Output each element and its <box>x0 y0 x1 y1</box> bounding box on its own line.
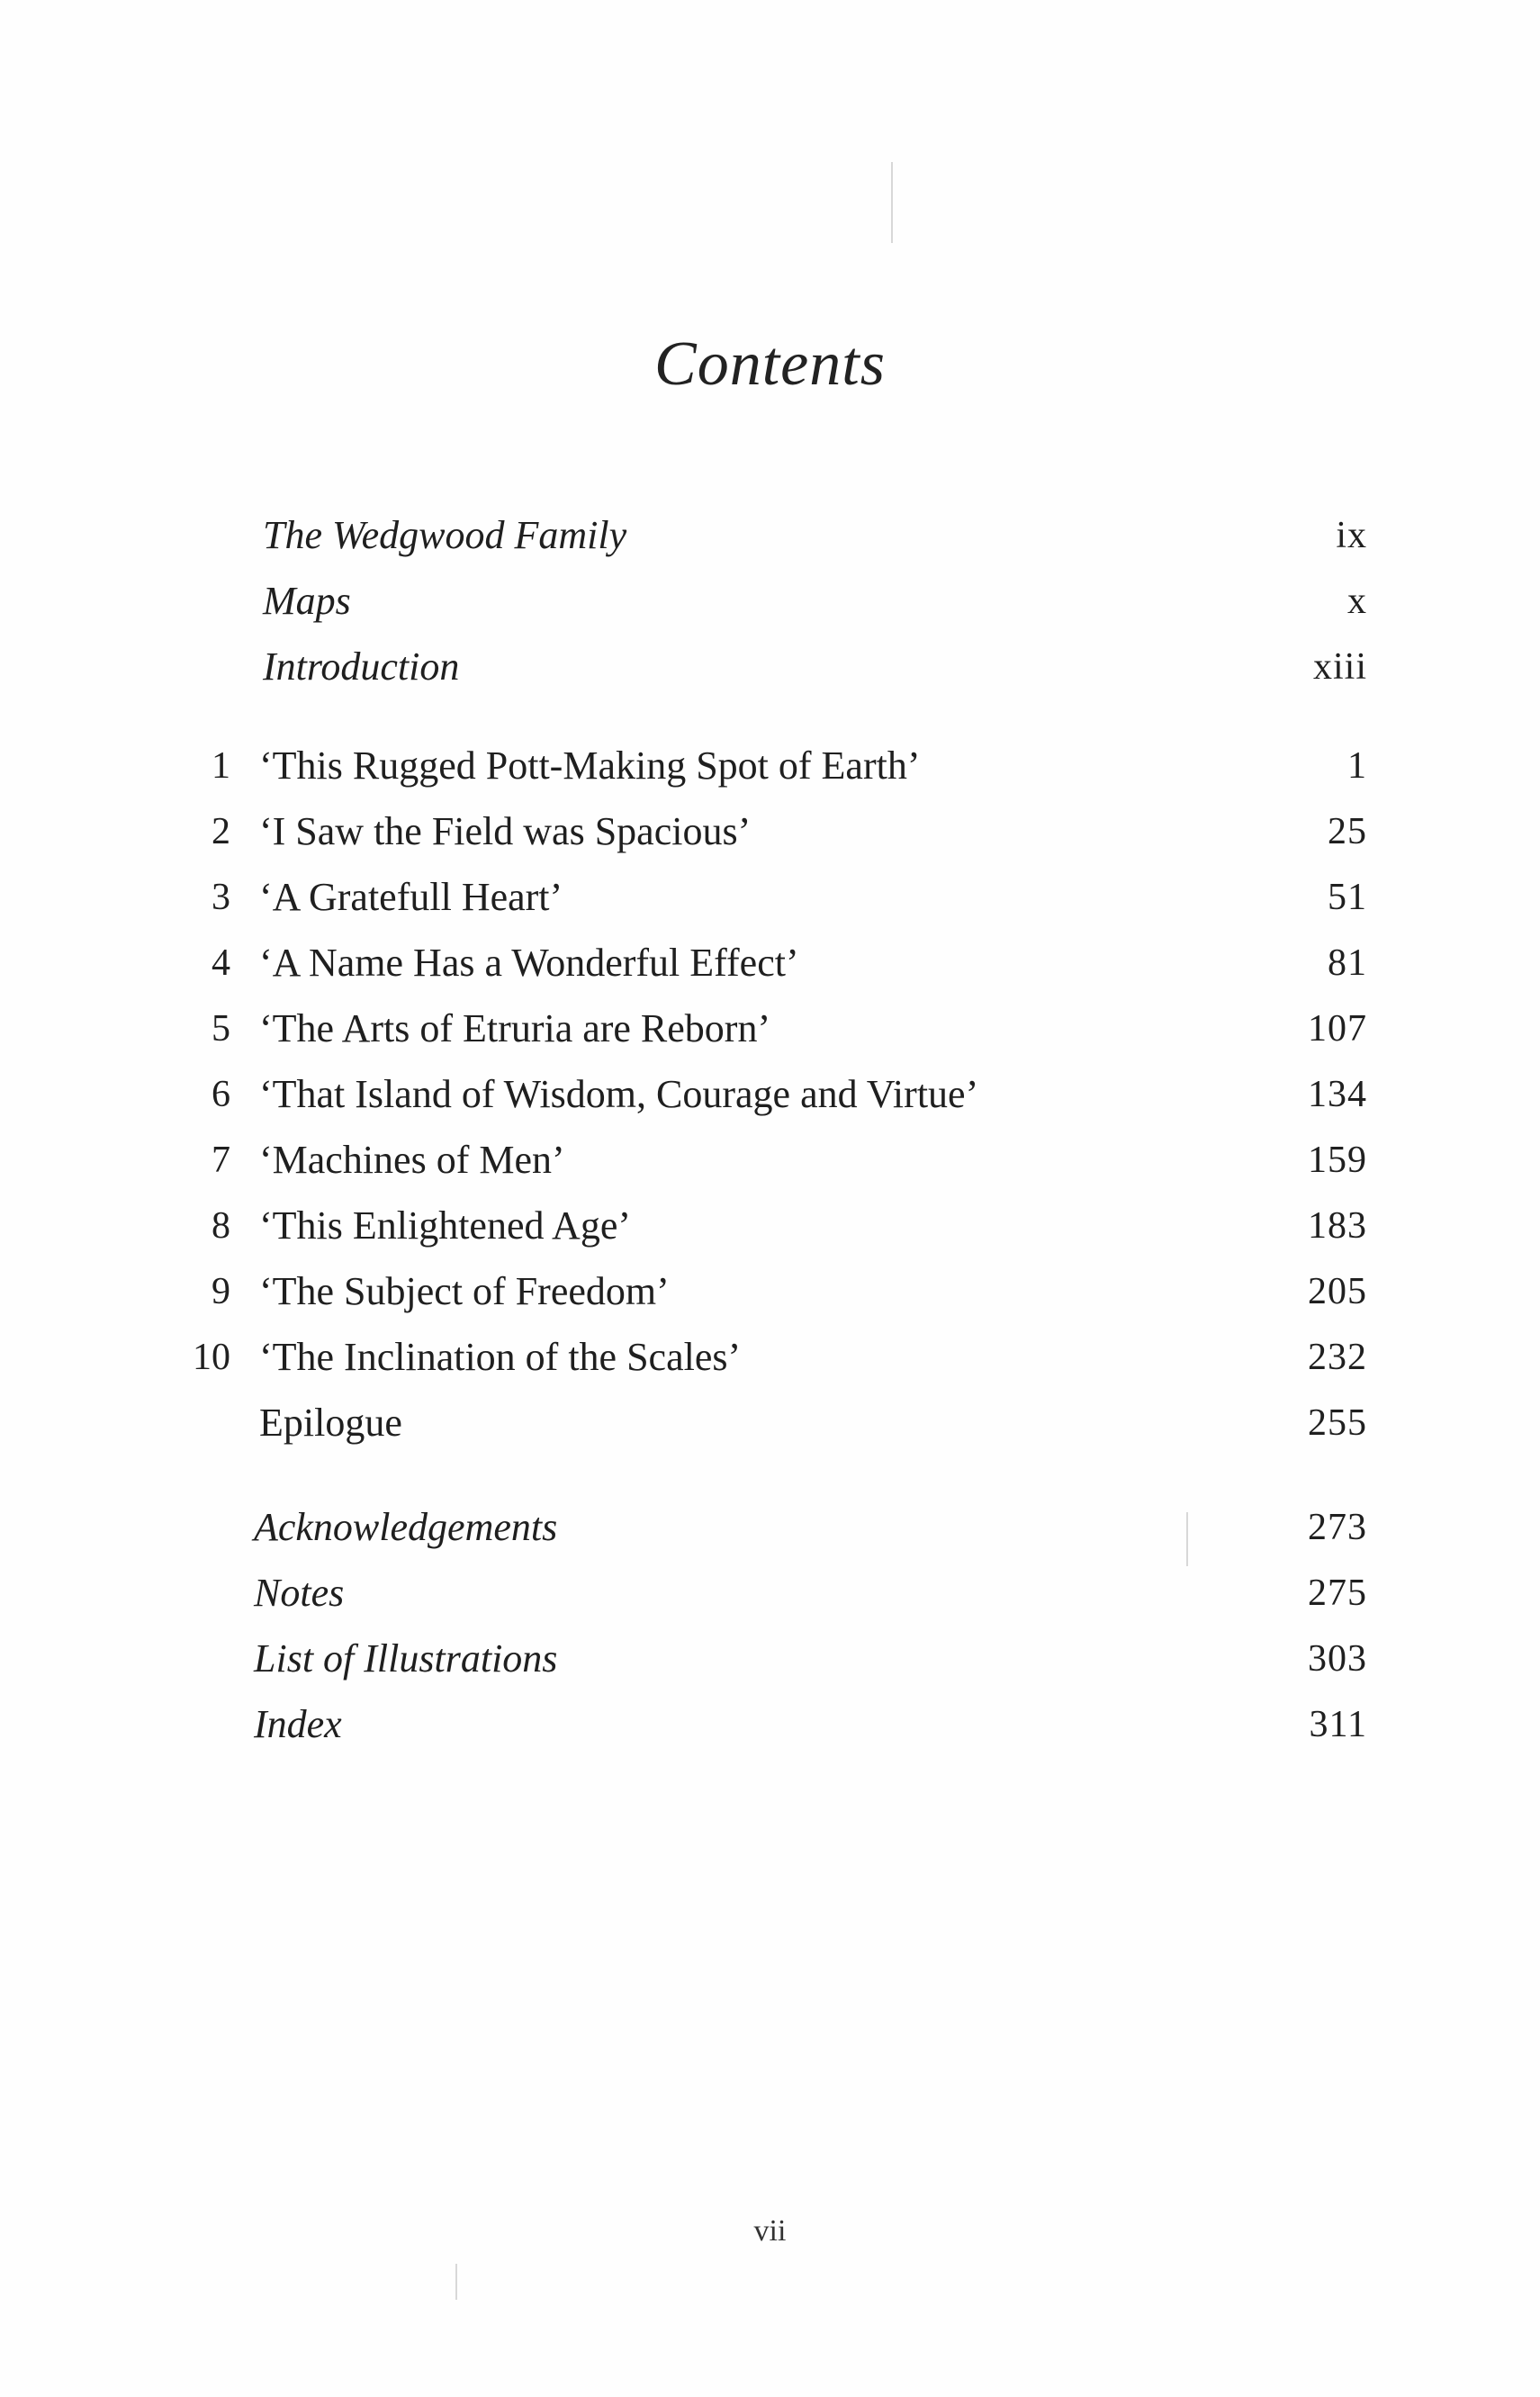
toc-entry-label: Epilogue <box>259 1401 402 1445</box>
toc-entry-page: 311 <box>1309 1704 1367 1745</box>
page-number: vii <box>753 2214 787 2248</box>
toc-entry-chapter[interactable] <box>0 1133 1540 1187</box>
toc-entry-chapter[interactable] <box>0 1002 1540 1056</box>
chapter-number: 5 <box>212 1008 230 1050</box>
toc-entry-page: 183 <box>1308 1205 1367 1247</box>
toc-entry-chapter[interactable] <box>0 1330 1540 1384</box>
toc-entry-chapter[interactable] <box>0 1199 1540 1253</box>
toc-entry-page: 81 <box>1328 942 1367 984</box>
chapter-number: 1 <box>212 745 230 787</box>
toc-entry-chapter[interactable] <box>0 1068 1540 1122</box>
page-title: Contents <box>654 329 886 399</box>
chapter-number: 3 <box>212 877 230 918</box>
toc-entry-chapter[interactable] <box>0 805 1540 859</box>
toc-entry-label: ‘That Island of Wisdom, Courage and Virtue’ <box>259 1072 979 1116</box>
toc-entry-page: 51 <box>1328 877 1367 918</box>
toc-entry-page: 232 <box>1308 1337 1367 1378</box>
toc-entry-page: x <box>1347 581 1367 622</box>
toc-entry-page: 159 <box>1308 1140 1367 1181</box>
toc-entry-label: ‘Machines of Men’ <box>259 1138 565 1182</box>
toc-entry-chapter[interactable] <box>0 1265 1540 1319</box>
toc-entry-page: 107 <box>1308 1008 1367 1050</box>
chapter-number: 2 <box>212 811 230 852</box>
toc-entry-label: ‘The Arts of Etruria are Reborn’ <box>259 1006 771 1050</box>
toc-entry-back-matter[interactable] <box>0 1566 1540 1620</box>
toc-entry-chapter[interactable] <box>0 870 1540 924</box>
chapter-number: 8 <box>212 1205 230 1247</box>
toc-entry-label: ‘This Enlightened Age’ <box>259 1203 632 1248</box>
toc-entry-front-matter[interactable] <box>0 574 1540 628</box>
toc-entry-label: ‘I Saw the Field was Spacious’ <box>259 809 752 853</box>
toc-entry-label: ‘A Name Has a Wonderful Effect’ <box>259 941 799 985</box>
toc-entry-label: Introduction <box>263 644 460 689</box>
chapter-number: 10 <box>193 1337 230 1378</box>
toc-entry-label: Maps <box>263 579 351 623</box>
toc-entry-label: ‘This Rugged Pott-Making Spot of Earth’ <box>259 743 921 788</box>
toc-entry-page: 25 <box>1328 811 1367 852</box>
toc-entry-label: List of Illustrations <box>254 1636 558 1681</box>
toc-entry-page: 1 <box>1347 745 1367 787</box>
chapter-number: 9 <box>212 1271 230 1312</box>
toc-entry-back-matter[interactable] <box>0 1698 1540 1752</box>
toc-entry-label: Acknowledgements <box>254 1505 558 1549</box>
toc-entry-page: 255 <box>1308 1402 1367 1444</box>
toc-entry-label: ‘The Inclination of the Scales’ <box>259 1335 742 1379</box>
toc-entry-page: ix <box>1336 515 1367 556</box>
toc-entry-front-matter[interactable] <box>0 640 1540 694</box>
toc-entry-page: 205 <box>1308 1271 1367 1312</box>
toc-entry-back-matter[interactable] <box>0 1500 1540 1554</box>
toc-entry-page: 303 <box>1308 1638 1367 1680</box>
chapter-number: 4 <box>212 942 230 984</box>
toc-entry-chapter[interactable] <box>0 936 1540 990</box>
toc-entry-front-matter[interactable] <box>0 509 1540 563</box>
toc-entry-epilogue[interactable] <box>0 1396 1540 1450</box>
toc-entry-back-matter[interactable] <box>0 1632 1540 1686</box>
toc-entry-label: Notes <box>254 1571 345 1615</box>
chapter-number: 6 <box>212 1074 230 1115</box>
chapter-number: 7 <box>212 1140 230 1181</box>
toc-entry-page: 273 <box>1308 1507 1367 1548</box>
toc-entry-label: The Wedgwood Family <box>263 513 627 557</box>
toc-entry-label: ‘The Subject of Freedom’ <box>259 1269 670 1313</box>
toc-entry-page: xiii <box>1312 646 1367 688</box>
toc-entry-page: 134 <box>1308 1074 1367 1115</box>
toc-entry-label: ‘A Gratefull Heart’ <box>259 875 563 919</box>
toc-entry-label: Index <box>254 1702 342 1746</box>
toc-entry-chapter[interactable] <box>0 739 1540 793</box>
toc-entry-page: 275 <box>1308 1572 1367 1614</box>
